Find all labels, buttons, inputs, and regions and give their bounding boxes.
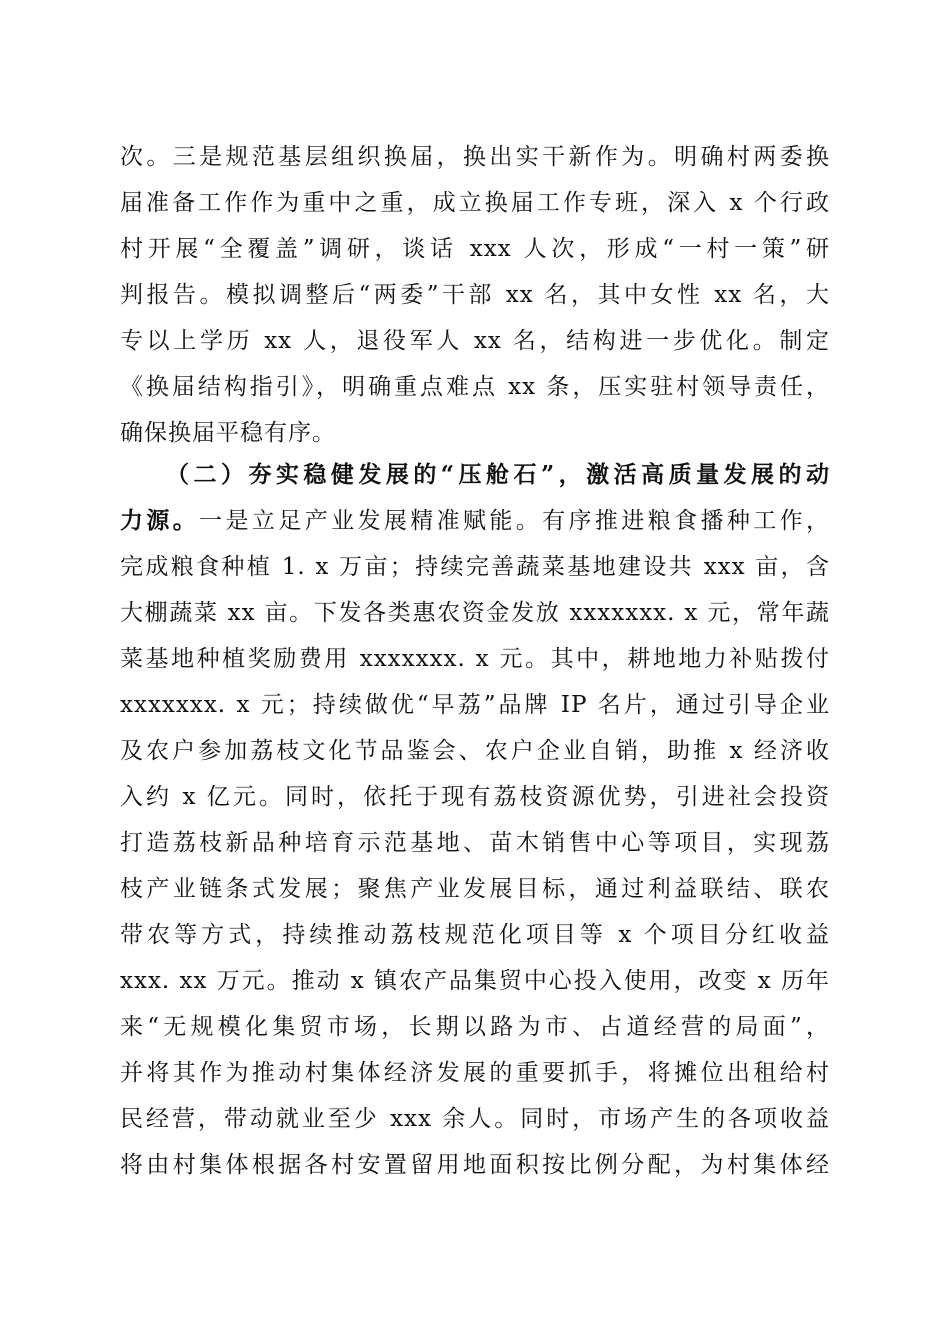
text-segment: 一是立足产业发展精准赋能。有序推进粮食播种工作， xyxy=(199,508,831,534)
text-line: 村开展“全覆盖”调研，谈话 xxx 人次，形成“一村一策”研 xyxy=(120,236,830,262)
text-line: 并将其作为推动村集体经济发展的重要抓手，将摊位出租给村 xyxy=(120,1060,830,1086)
text-line: 次。三是规范基层组织换届，换出实干新作为。明确村两委换 xyxy=(120,144,830,170)
text-line: xxxxxxx. x 元；持续做优“早荔”品牌 IP 名片，通过引导企业 xyxy=(120,692,830,718)
text-line: 专以上学历 xx 人，退役军人 xx 名，结构进一步优化。制定 xyxy=(120,328,830,354)
text-line: 枝产业链条式发展；聚焦产业发展目标，通过利益联结、联农 xyxy=(120,876,830,902)
text-line: 《换届结构指引》，明确重点难点 xx 条，压实驻村领导责任， xyxy=(120,374,830,400)
paragraph-1 xyxy=(120,134,830,456)
text-line: 来“无规模化集贸市场，长期以路为市、占道经营的局面”， xyxy=(120,1014,830,1040)
section-heading: （二）夯实稳健发展的“压舱石”，激活高质量发展的动 xyxy=(166,461,830,488)
text-line: 入约 x 亿元。同时，依托于现有荔枝资源优势，引进社会投资 xyxy=(120,784,830,810)
text-line: 及农户参加荔枝文化节品鉴会、农户企业自销，助推 x 经济收 xyxy=(120,738,830,764)
paragraph-2 xyxy=(120,452,830,1188)
text-line: 判报告。模拟调整后“两委”干部 xx 名，其中女性 xx 名，大 xyxy=(120,282,830,308)
text-line: 将由村集体根据各村安置留用地面积按比例分配，为村集体经 xyxy=(120,1152,830,1178)
text-line: 届准备工作作为重中之重，成立换届工作专班，深入 x 个行政 xyxy=(120,190,830,216)
text-line: 民经营，带动就业至少 xxx 余人。同时，市场产生的各项收益 xyxy=(120,1106,830,1132)
text-line: 确保换届平稳有序。 xyxy=(120,420,336,446)
text-line: 大棚蔬菜 xx 亩。下发各类惠农资金发放 xxxxxxx. x 元，常年蔬 xyxy=(120,600,830,626)
text-line xyxy=(120,498,830,544)
text-line: 带农等方式，持续推动荔枝规范化项目等 x 个项目分红收益 xyxy=(120,922,830,948)
text-line: 打造荔枝新品种培育示范基地、苗木销售中心等项目，实现荔 xyxy=(120,830,830,856)
text-line: xxx. xx 万元。推动 x 镇农产品集贸中心投入使用，改变 x 历年 xyxy=(120,968,830,994)
section-heading-end: 力源。 xyxy=(120,507,200,534)
text-line: 菜基地种植奖励费用 xxxxxxx. x 元。其中，耕地地力补贴拨付 xyxy=(120,646,830,672)
text-line: 完成粮食种植 1. x 万亩；持续完善蔬菜基地建设共 xxx 亩，含 xyxy=(120,554,830,580)
